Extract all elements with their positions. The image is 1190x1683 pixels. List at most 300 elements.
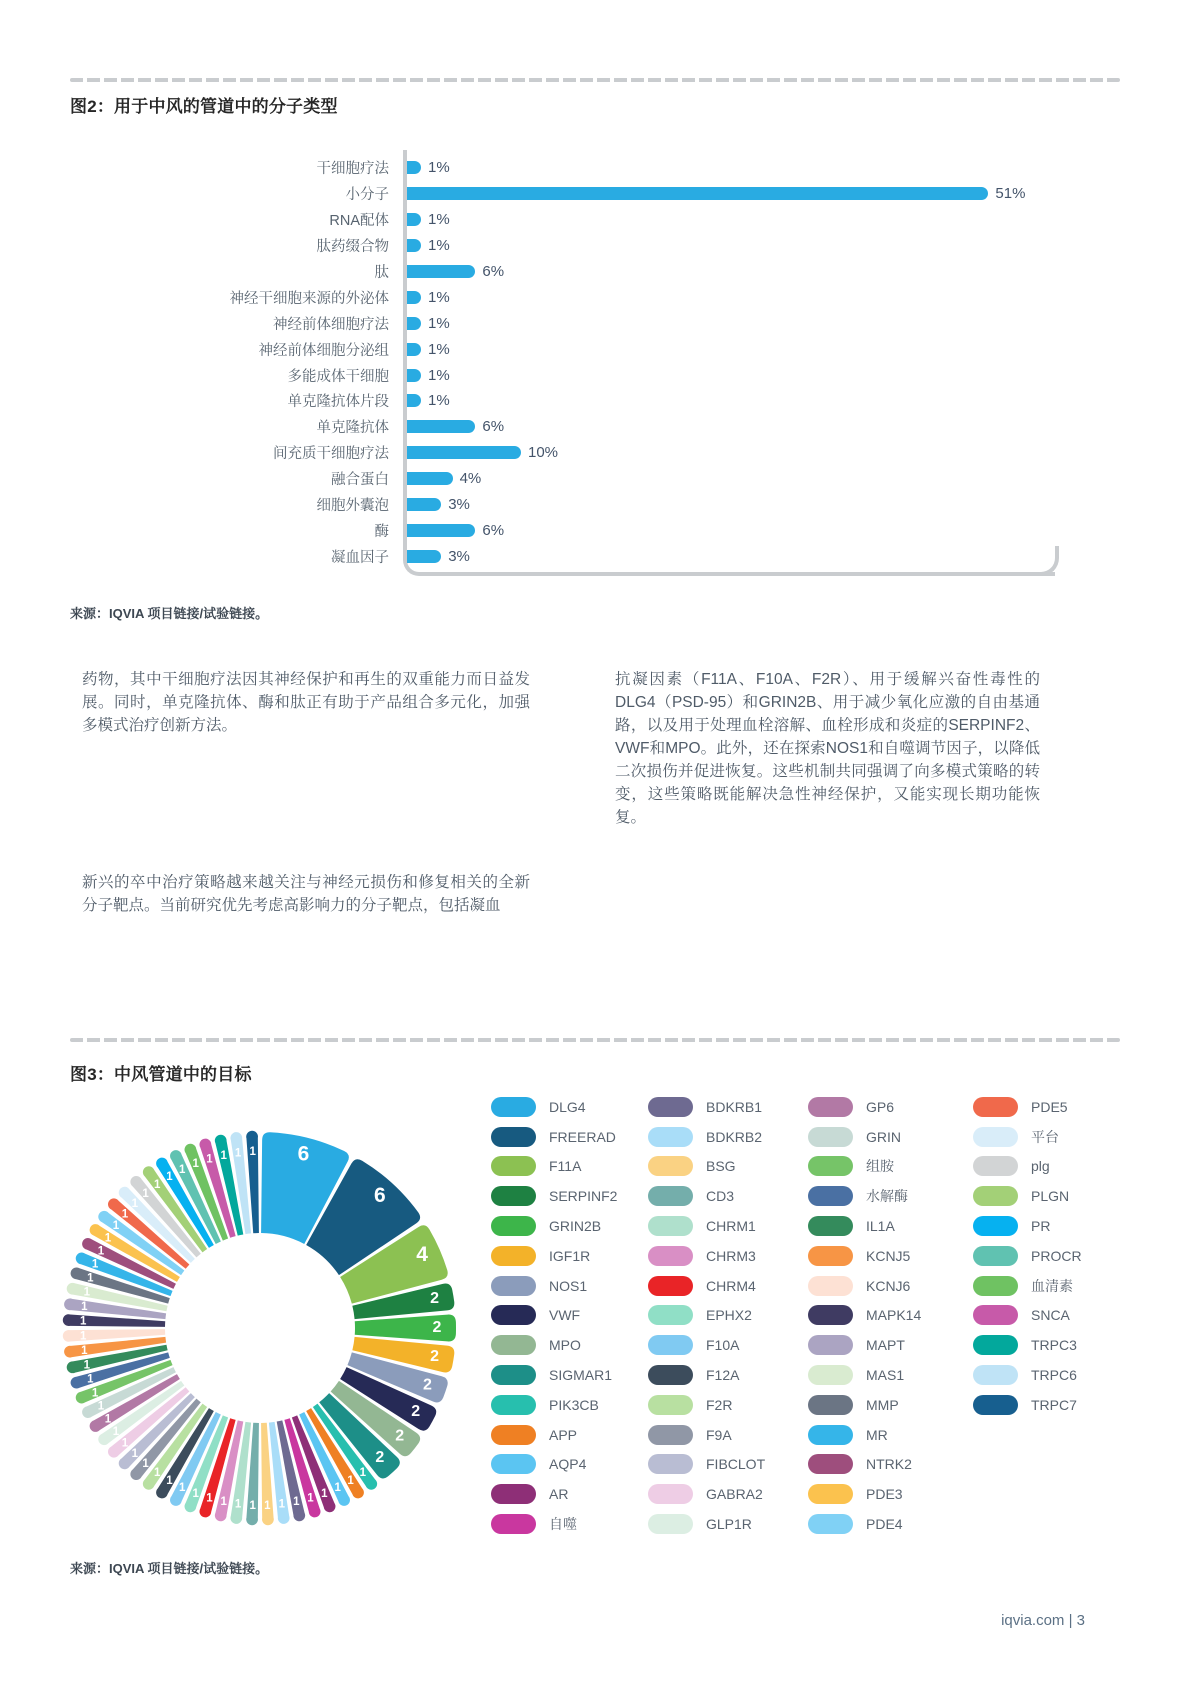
donut-segment-value: 1 [347, 1475, 354, 1488]
donut-segment-value: 1 [249, 1499, 256, 1512]
legend-item [491, 1122, 617, 1152]
legend-item [491, 1301, 617, 1331]
legend-swatch [808, 1186, 853, 1206]
donut-segment-value: 1 [192, 1487, 199, 1500]
legend-item [648, 1360, 765, 1390]
donut-segment-value: 2 [395, 1427, 405, 1445]
figure2-bar-row [70, 440, 1090, 466]
donut-segment-value: 1 [81, 1301, 88, 1314]
legend-item [491, 1211, 617, 1241]
donut-segment-value: 1 [179, 1482, 186, 1495]
legend-swatch [648, 1186, 693, 1206]
legend-swatch [808, 1127, 853, 1147]
figure2-bar-row [70, 155, 1090, 181]
donut-segment-value: 1 [220, 1149, 227, 1162]
figure3-title: 图3：中风管道中的目标 [70, 1065, 252, 1084]
legend-item [808, 1211, 921, 1241]
legend-label: CHRM3 [706, 1247, 756, 1264]
legend-label: 平台 [1031, 1128, 1059, 1145]
donut-segment-value: 6 [374, 1183, 386, 1207]
figure3-donut-chart [50, 1118, 470, 1538]
legend-swatch [648, 1514, 693, 1534]
bar [407, 187, 988, 200]
bar-value-label: 6% [482, 263, 505, 280]
legend-swatch [808, 1097, 853, 1117]
legend-label: KCNJ6 [866, 1277, 911, 1294]
donut-segment-value: 1 [206, 1153, 213, 1166]
bar [407, 239, 421, 252]
legend-swatch [491, 1305, 536, 1325]
bar-category-label: 凝血因子 [331, 549, 389, 566]
legend-item [648, 1181, 765, 1211]
legend-swatch [491, 1484, 536, 1504]
donut-segment-value: 4 [416, 1242, 428, 1266]
legend-swatch [648, 1216, 693, 1236]
legend-item [808, 1122, 921, 1152]
bar-value-label: 3% [448, 547, 470, 565]
figure2-bar-row [70, 233, 1090, 259]
figure2-title: 图2：用于中风的管道中的分子类型 [70, 97, 338, 116]
legend-label: TRPC6 [1031, 1367, 1077, 1384]
legend-label: IGF1R [549, 1247, 591, 1264]
legend-column [648, 1092, 765, 1539]
legend-label: BDKRB2 [706, 1128, 763, 1145]
bar [407, 291, 421, 304]
legend-swatch [491, 1186, 536, 1206]
donut-segment-value: 1 [179, 1163, 186, 1176]
legend-swatch [973, 1156, 1018, 1176]
legend-label: SIGMAR1 [549, 1367, 613, 1384]
bar-value-label: 6% [482, 521, 505, 539]
legend-label: F10A [706, 1337, 740, 1354]
legend-swatch [973, 1186, 1018, 1206]
figure2-bar-row [70, 517, 1090, 543]
legend-swatch [973, 1305, 1018, 1325]
legend-swatch [973, 1216, 1018, 1236]
legend-item [491, 1360, 617, 1390]
donut-segment-value: 1 [192, 1158, 199, 1171]
footer-link-text[interactable]: iqvia.com | 3 [1001, 1612, 1085, 1629]
legend-swatch [808, 1395, 853, 1415]
legend-item [808, 1509, 921, 1539]
bar-value-label: 10% [528, 444, 559, 462]
legend-label: CHRM1 [706, 1218, 756, 1235]
legend-label: EPHX2 [706, 1307, 752, 1324]
legend-label: TRPC3 [1031, 1337, 1077, 1354]
bar-category-label: 酶 [374, 523, 389, 540]
bar [407, 498, 441, 511]
legend-label: KCNJ5 [866, 1247, 911, 1264]
legend-label: F11A [549, 1158, 582, 1175]
legend-item [808, 1241, 921, 1271]
legend-item [648, 1509, 765, 1539]
bar [407, 161, 421, 174]
bar-category-label: 神经前体细胞疗法 [273, 316, 389, 333]
bar-value-label: 4% [459, 470, 482, 488]
legend-label: NOS1 [549, 1277, 588, 1294]
bar-category-label: 肽药缀合物 [316, 239, 389, 256]
legend-label: BSG [706, 1158, 736, 1175]
legend-item [808, 1390, 921, 1420]
legend-label: plg [1031, 1158, 1050, 1175]
donut-segment-value: 1 [79, 1315, 87, 1328]
figure2-bar-row [70, 466, 1090, 492]
legend-column [491, 1092, 617, 1539]
bar [407, 524, 475, 537]
legend-label: VWF [549, 1307, 581, 1324]
legend-swatch [648, 1246, 693, 1266]
bar [407, 472, 453, 485]
legend-label: 血清素 [1031, 1277, 1073, 1294]
bar [407, 550, 441, 563]
legend-label: MAPT [866, 1337, 905, 1354]
legend-swatch [973, 1246, 1018, 1266]
donut-segment-value: 1 [91, 1387, 99, 1400]
legend-item [808, 1092, 921, 1122]
legend-item [973, 1271, 1082, 1301]
bar-value-label: 3% [448, 496, 470, 514]
legend-label: F2R [706, 1396, 733, 1413]
figure2-bar-row [70, 388, 1090, 414]
section-divider-middle [70, 1038, 1120, 1042]
legend-swatch [648, 1395, 693, 1415]
donut-segment-value: 1 [166, 1170, 173, 1183]
donut-segment-value: 1 [112, 1425, 120, 1438]
bar-category-label: 融合蛋白 [331, 472, 389, 489]
legend-item [491, 1420, 617, 1450]
legend-swatch [648, 1276, 693, 1296]
legend-label: 自噬 [549, 1516, 577, 1533]
legend-label: FREERAD [549, 1128, 616, 1145]
donut-segment-value: 2 [411, 1403, 421, 1421]
donut-segment-value: 1 [83, 1359, 90, 1372]
figure2-bar-row [70, 492, 1090, 518]
legend-label: 组胺 [866, 1158, 894, 1175]
legend-label: IL1A [866, 1218, 895, 1235]
donut-segment-value: 1 [87, 1373, 94, 1386]
legend-item [973, 1301, 1082, 1331]
figure2-bar-row [70, 284, 1090, 310]
donut-segment-value: 1 [293, 1496, 300, 1509]
legend-item [648, 1479, 765, 1509]
legend-label: FIBCLOT [706, 1456, 766, 1473]
donut-segment-value: 1 [166, 1475, 173, 1488]
legend-swatch [491, 1514, 536, 1534]
legend-label: CD3 [706, 1188, 735, 1205]
figure2-source: 来源：IQVIA 项目链接/试验链接。 [70, 606, 269, 621]
bar-value-label: 1% [428, 159, 450, 177]
legend-column [808, 1092, 921, 1539]
legend-swatch [808, 1276, 853, 1296]
legend-swatch [973, 1097, 1018, 1117]
paragraph-left-2: 新兴的卒中治疗策略越来越关注与神经元损伤和修复相关的全新分子靶点。当前研究优先考虑高影响力的分子靶点，包括凝血 [82, 874, 530, 914]
legend-swatch [973, 1395, 1018, 1415]
legend-item [808, 1181, 921, 1211]
donut-segment-value: 1 [131, 1448, 139, 1461]
bar [407, 446, 521, 459]
legend-item [491, 1450, 617, 1480]
figure2-bar-row [70, 259, 1090, 285]
legend-label: NTRK2 [866, 1456, 912, 1473]
bar [407, 369, 421, 382]
bar-category-label: 干细胞疗法 [316, 161, 389, 178]
legend-item [808, 1271, 921, 1301]
legend-item [808, 1479, 921, 1509]
donut-segment-value: 1 [249, 1146, 256, 1159]
legend-swatch [491, 1335, 536, 1355]
paragraph-left-1: 药物，其中干细胞疗法因其神经保护和再生的双重能力而日益发展。同时，单克隆抗体、酶和肽正有助于产品组合多元化，加强多模式治疗创新方法。 [82, 671, 530, 734]
legend-label: SERPINF2 [549, 1188, 618, 1205]
legend-item [973, 1211, 1082, 1241]
legend-label: CHRM4 [706, 1277, 756, 1294]
figure2-bar-row [70, 336, 1090, 362]
legend-swatch [973, 1127, 1018, 1147]
donut-segment-value: 1 [234, 1498, 242, 1511]
legend-item [491, 1152, 617, 1182]
legend-item [808, 1450, 921, 1480]
legend-item [648, 1211, 765, 1241]
figure2-bar-row [70, 181, 1090, 207]
donut-segment-value: 1 [104, 1413, 112, 1426]
legend-item [973, 1181, 1082, 1211]
legend-swatch [648, 1484, 693, 1504]
legend-swatch [491, 1365, 536, 1385]
legend-item [973, 1092, 1082, 1122]
legend-label: DLG4 [549, 1098, 586, 1115]
legend-swatch [491, 1454, 536, 1474]
bar-category-label: 神经前体细胞分泌组 [258, 342, 389, 359]
legend-swatch [808, 1305, 853, 1325]
legend-swatch [973, 1276, 1018, 1296]
donut-segment-value: 1 [153, 1467, 161, 1480]
legend-item [648, 1241, 765, 1271]
donut-segment-value: 1 [234, 1147, 242, 1160]
donut-segment-value: 2 [422, 1376, 432, 1394]
legend-item [648, 1330, 765, 1360]
legend-item [973, 1241, 1082, 1271]
legend-swatch [648, 1127, 693, 1147]
legend-item [648, 1122, 765, 1152]
legend-label: APP [549, 1426, 578, 1443]
bar-value-label: 51% [995, 185, 1026, 203]
legend-item [648, 1390, 765, 1420]
legend-swatch [491, 1395, 536, 1415]
legend-label: MAPK14 [866, 1307, 922, 1324]
donut-segment-value: 1 [220, 1496, 227, 1509]
donut-segment-value: 2 [432, 1319, 442, 1336]
legend-label: BDKRB1 [706, 1098, 763, 1115]
donut-segment-value: 1 [121, 1437, 129, 1450]
legend-swatch [808, 1484, 853, 1504]
legend-swatch [491, 1425, 536, 1445]
legend-swatch [808, 1454, 853, 1474]
donut-segment-value: 1 [334, 1482, 341, 1495]
donut-segment-value: 2 [430, 1289, 440, 1307]
donut-segment-value: 1 [81, 1344, 88, 1357]
donut-segment-value: 1 [79, 1330, 87, 1343]
paragraph-right-1: 抗凝因素（F11A、F10A、F2R）、用于缓解兴奋性毒性的DLG4（PSD-95）和GRIN2B、用于减少氧化应激的自由基通路，以及用于处理血栓溶解、血栓形成和炎症的SERPINF2、VWF和MPO。此外，还在探索NOS1和自噬调节因子，以降低二次损伤并促进恢复。这些机制共同强调了向多模式策略的转变，这些策略既能解决急性神经保护，又能实现长期功能恢复。 [615, 671, 1040, 826]
bar-category-label: 细胞外囊泡 [316, 498, 389, 515]
legend-swatch [648, 1365, 693, 1385]
legend-item [491, 1390, 617, 1420]
legend-label: MPO [549, 1337, 581, 1354]
legend-item [808, 1420, 921, 1450]
legend-item [973, 1152, 1082, 1182]
legend-item [808, 1301, 921, 1331]
legend-swatch [808, 1216, 853, 1236]
donut-segment-value: 1 [91, 1258, 99, 1271]
legend-item [491, 1330, 617, 1360]
legend-swatch [808, 1156, 853, 1176]
figure2-bar-row [70, 362, 1090, 388]
legend-item [491, 1241, 617, 1271]
bar [407, 317, 421, 330]
donut-segment-value: 1 [307, 1492, 314, 1505]
legend-label: MMP [866, 1396, 899, 1413]
bar-value-label: 1% [428, 237, 450, 255]
legend-swatch [808, 1425, 853, 1445]
legend-swatch [491, 1097, 536, 1117]
donut-segment-value: 1 [87, 1272, 94, 1285]
legend-swatch [491, 1127, 536, 1147]
legend-swatch [808, 1335, 853, 1355]
legend-item [648, 1092, 765, 1122]
legend-column [973, 1092, 1082, 1420]
figure2-bar-chart [70, 146, 1090, 596]
bar-value-label: 1% [428, 211, 450, 229]
legend-label: PLGN [1031, 1188, 1070, 1205]
bar-category-label: 单克隆抗体 [316, 420, 389, 437]
legend-item [808, 1330, 921, 1360]
donut-segment-value: 1 [153, 1178, 161, 1191]
bar [407, 394, 421, 407]
legend-item [491, 1479, 617, 1509]
donut-segment-value: 1 [97, 1245, 105, 1258]
legend-label: F9A [706, 1426, 732, 1443]
legend-label: GP6 [866, 1098, 895, 1115]
legend-label: TRPC7 [1031, 1396, 1077, 1413]
legend-swatch [491, 1246, 536, 1266]
legend-label: SNCA [1031, 1307, 1070, 1324]
bar-value-label: 1% [428, 288, 450, 306]
legend-item [808, 1360, 921, 1390]
bar-value-label: 1% [428, 314, 450, 332]
legend-label: PR [1031, 1218, 1051, 1235]
footer-page-indicator[interactable] [850, 1612, 1085, 1629]
legend-item [648, 1301, 765, 1331]
legend-item [648, 1450, 765, 1480]
legend-swatch [648, 1425, 693, 1445]
legend-swatch [808, 1514, 853, 1534]
legend-item [491, 1092, 617, 1122]
bar-category-label: 神经干细胞来源的外泌体 [229, 290, 389, 307]
legend-swatch [491, 1156, 536, 1176]
legend-label: MAS1 [866, 1367, 905, 1384]
legend-item [648, 1152, 765, 1182]
legend-item [973, 1360, 1082, 1390]
legend-item [973, 1390, 1082, 1420]
legend-item [491, 1509, 617, 1539]
donut-segment-value: 1 [278, 1498, 286, 1511]
legend-swatch [973, 1365, 1018, 1385]
donut-segment-value: 1 [264, 1499, 271, 1512]
legend-item [648, 1271, 765, 1301]
legend-swatch [973, 1335, 1018, 1355]
donut-segment-value: 1 [104, 1232, 112, 1245]
figure2-bar-row [70, 543, 1090, 569]
bar-category-label: 单克隆抗体片段 [287, 394, 389, 411]
bar-value-label: 1% [428, 392, 450, 410]
legend-label: AQP4 [549, 1456, 587, 1473]
legend-label: GRIN [866, 1128, 901, 1145]
bar [407, 213, 421, 226]
legend-swatch [648, 1335, 693, 1355]
legend-swatch [491, 1276, 536, 1296]
legend-swatch [808, 1246, 853, 1266]
bar [407, 343, 421, 356]
legend-label: AR [549, 1486, 569, 1503]
bar-value-label: 6% [482, 418, 505, 436]
bar-category-label: RNA配体 [329, 213, 389, 230]
donut-segment-value: 1 [142, 1187, 149, 1200]
donut-segment-value: 2 [430, 1348, 440, 1366]
figure3-source: 来源：IQVIA 项目链接/试验链接。 [70, 1561, 269, 1576]
legend-label: PDE3 [866, 1486, 903, 1503]
legend-label: GABRA2 [706, 1486, 763, 1503]
bar-category-label: 间充质干细胞疗法 [273, 446, 389, 463]
bar-category-label: 多能成体干细胞 [287, 368, 389, 385]
legend-swatch [648, 1305, 693, 1325]
legend-label: PDE4 [866, 1516, 903, 1533]
figure2-bar-row [70, 414, 1090, 440]
legend-item [973, 1330, 1082, 1360]
figure2-bar-rows [70, 155, 1090, 569]
donut-segment-value: 6 [297, 1142, 310, 1166]
donut-segment-value: 1 [321, 1487, 328, 1500]
legend-item [648, 1420, 765, 1450]
legend-label: MR [866, 1426, 888, 1443]
legend-item [808, 1152, 921, 1182]
legend-label: 水解酶 [866, 1188, 908, 1205]
legend-label: PIK3CB [549, 1396, 599, 1413]
legend-swatch [648, 1156, 693, 1176]
bar [407, 420, 475, 433]
donut-segment-value: 1 [206, 1492, 213, 1505]
bar-value-label: 1% [428, 340, 450, 358]
figure2-bar-row [70, 310, 1090, 336]
legend-item [973, 1122, 1082, 1152]
legend-label: F12A [706, 1367, 740, 1384]
legend-label: PDE5 [1031, 1098, 1068, 1115]
legend-item [491, 1271, 617, 1301]
donut-segment-value: 2 [375, 1449, 385, 1467]
legend-label: GLP1R [706, 1516, 752, 1533]
legend-label: PROCR [1031, 1247, 1082, 1264]
legend-label: GRIN2B [549, 1218, 602, 1235]
donut-segment-value: 1 [131, 1197, 139, 1210]
legend-swatch [648, 1454, 693, 1474]
donut-svg [50, 1118, 470, 1538]
figure2-bar-row [70, 207, 1090, 233]
bar-category-label: 小分子 [345, 187, 389, 204]
legend-swatch [808, 1365, 853, 1385]
donut-segment-value: 1 [359, 1467, 367, 1480]
legend-swatch [648, 1097, 693, 1117]
donut-segment-value: 1 [97, 1400, 105, 1413]
legend-swatch [491, 1216, 536, 1236]
legend-item [491, 1181, 617, 1211]
donut-segment-value: 1 [83, 1286, 90, 1299]
